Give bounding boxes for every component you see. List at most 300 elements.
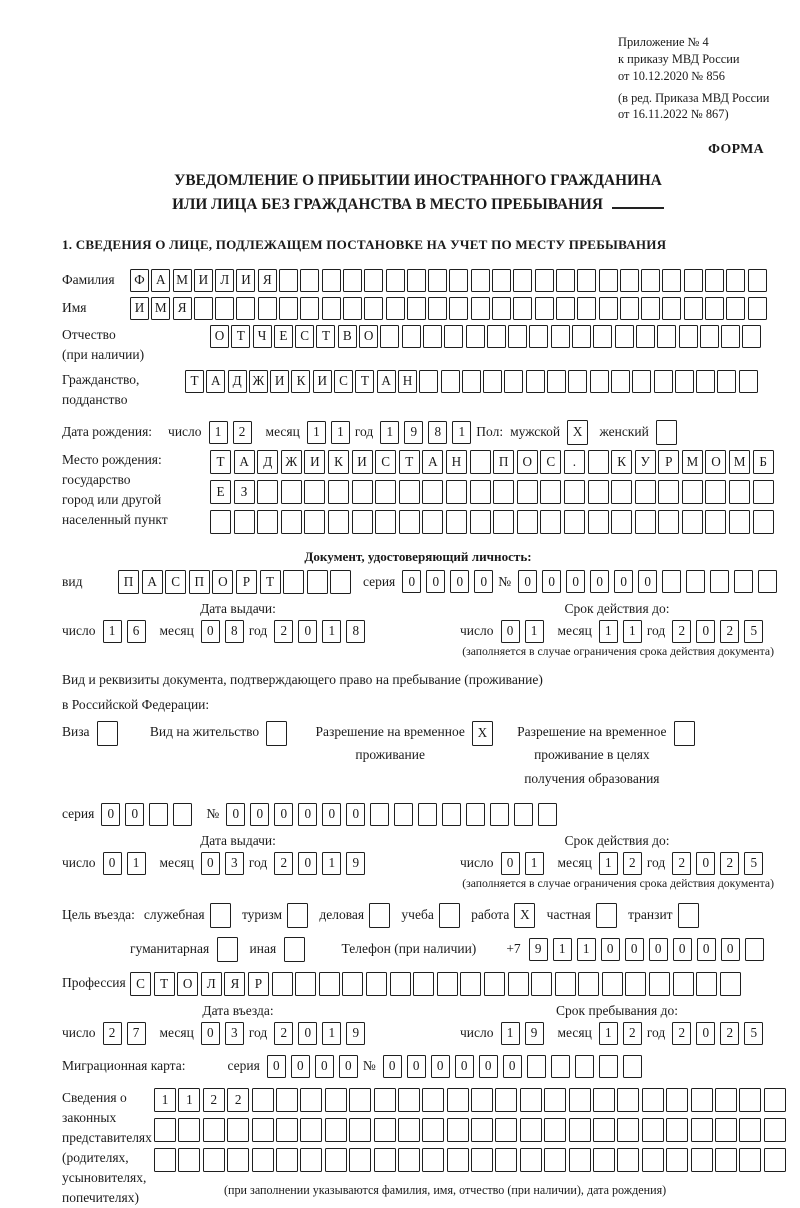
char-cell[interactable] [328,510,349,534]
char-cell[interactable] [753,510,774,534]
char-cell[interactable] [705,480,726,504]
char-cell[interactable] [279,269,298,292]
char-cell[interactable]: 2 [672,620,691,643]
char-cell[interactable] [328,480,349,504]
char-cell[interactable] [684,269,703,292]
char-cell[interactable]: 1 [154,1088,176,1112]
char-cell[interactable] [444,325,463,348]
char-cell[interactable]: 1 [322,852,341,875]
char-cell[interactable] [593,1118,615,1142]
char-cell[interactable] [466,325,485,348]
char-cell[interactable] [691,1088,713,1112]
char-cell[interactable] [210,903,231,928]
char-cell[interactable]: 0 [291,1055,310,1078]
char-cell[interactable] [342,972,363,996]
char-cell[interactable] [555,972,576,996]
char-cell[interactable] [374,1088,396,1112]
char-cell[interactable] [673,972,694,996]
char-cell[interactable] [300,1088,322,1112]
char-cell[interactable] [514,803,533,826]
char-cell[interactable]: 0 [274,803,293,826]
char-cell[interactable]: 0 [501,852,520,875]
char-cell[interactable] [419,370,438,393]
char-cell[interactable]: И [130,297,149,320]
char-cell[interactable] [276,1118,298,1142]
char-cell[interactable] [300,1118,322,1142]
char-cell[interactable] [300,297,319,320]
char-cell[interactable]: Т [210,450,231,474]
char-cell[interactable]: 9 [404,421,423,444]
char-cell[interactable]: С [375,450,396,474]
char-cell[interactable] [625,972,646,996]
char-cell[interactable] [490,803,509,826]
char-cell[interactable] [227,1148,249,1172]
char-cell[interactable] [658,510,679,534]
char-cell[interactable] [325,1148,347,1172]
char-cell[interactable]: 0 [298,620,317,643]
char-cell[interactable] [596,903,617,928]
char-cell[interactable] [203,1118,225,1142]
char-cell[interactable]: А [206,370,225,393]
char-cell[interactable]: И [352,450,373,474]
char-cell[interactable]: 0 [298,852,317,875]
char-cell[interactable] [739,1088,761,1112]
char-cell[interactable] [642,1118,664,1142]
char-cell[interactable] [717,370,736,393]
char-cell[interactable]: К [291,370,310,393]
char-cell[interactable] [398,1118,420,1142]
char-cell[interactable]: Р [658,450,679,474]
char-cell[interactable] [449,297,468,320]
char-cell[interactable] [422,480,443,504]
char-cell[interactable]: 0 [101,803,120,826]
char-cell[interactable] [390,972,411,996]
char-cell[interactable]: К [328,450,349,474]
char-cell[interactable]: 1 [623,620,642,643]
char-cell[interactable]: 0 [590,570,609,593]
char-cell[interactable]: 1 [599,1022,618,1045]
char-cell[interactable]: О [177,972,198,996]
char-cell[interactable]: 0 [267,1055,286,1078]
char-cell[interactable] [493,510,514,534]
char-cell[interactable]: 5 [744,852,763,875]
char-cell[interactable]: 8 [225,620,244,643]
char-cell[interactable] [97,721,118,746]
char-cell[interactable]: 2 [274,852,293,875]
char-cell[interactable]: 1 [599,620,618,643]
char-cell[interactable]: 2 [274,1022,293,1045]
char-cell[interactable]: С [165,570,186,594]
char-cell[interactable] [325,1118,347,1142]
char-cell[interactable] [517,510,538,534]
char-cell[interactable] [748,297,767,320]
char-cell[interactable] [413,972,434,996]
char-cell[interactable]: 1 [501,1022,520,1045]
char-cell[interactable] [422,1088,444,1112]
char-cell[interactable] [656,420,677,445]
char-cell[interactable]: 2 [720,852,739,875]
char-cell[interactable]: 0 [673,938,692,961]
char-cell[interactable] [575,1055,594,1078]
char-cell[interactable] [470,510,491,534]
char-cell[interactable] [535,269,554,292]
char-cell[interactable]: 2 [720,620,739,643]
char-cell[interactable] [437,972,458,996]
char-cell[interactable]: 0 [601,938,620,961]
char-cell[interactable] [322,297,341,320]
char-cell[interactable] [679,325,698,348]
char-cell[interactable] [748,269,767,292]
char-cell[interactable] [758,570,777,593]
char-cell[interactable] [710,570,729,593]
char-cell[interactable] [466,803,485,826]
char-cell[interactable] [227,1118,249,1142]
char-cell[interactable]: А [377,370,396,393]
char-cell[interactable] [418,803,437,826]
char-cell[interactable] [399,480,420,504]
char-cell[interactable] [307,570,328,594]
char-cell[interactable]: Р [236,570,257,594]
char-cell[interactable] [462,370,481,393]
char-cell[interactable]: 2 [623,1022,642,1045]
char-cell[interactable]: 1 [209,421,228,444]
char-cell[interactable] [535,297,554,320]
char-cell[interactable] [700,325,719,348]
char-cell[interactable] [564,480,585,504]
char-cell[interactable] [447,1118,469,1142]
char-cell[interactable] [544,1088,566,1112]
char-cell[interactable] [715,1148,737,1172]
char-cell[interactable]: 1 [322,620,341,643]
char-cell[interactable]: О [212,570,233,594]
char-cell[interactable]: X [514,903,535,928]
char-cell[interactable] [495,1118,517,1142]
char-cell[interactable] [705,510,726,534]
char-cell[interactable]: 0 [339,1055,358,1078]
char-cell[interactable]: И [194,269,213,292]
char-cell[interactable] [662,570,681,593]
char-cell[interactable]: Д [257,450,278,474]
char-cell[interactable]: 0 [250,803,269,826]
char-cell[interactable] [352,480,373,504]
char-cell[interactable] [520,1148,542,1172]
char-cell[interactable] [504,370,523,393]
char-cell[interactable]: 2 [203,1088,225,1112]
char-cell[interactable]: 2 [672,852,691,875]
char-cell[interactable] [470,450,491,474]
char-cell[interactable] [540,510,561,534]
char-cell[interactable] [446,480,467,504]
char-cell[interactable] [696,972,717,996]
char-cell[interactable]: Л [201,972,222,996]
char-cell[interactable]: З [234,480,255,504]
char-cell[interactable]: 1 [599,852,618,875]
char-cell[interactable]: 1 [331,421,350,444]
char-cell[interactable]: Т [399,450,420,474]
char-cell[interactable] [374,1118,396,1142]
char-cell[interactable]: 0 [383,1055,402,1078]
char-cell[interactable] [487,325,506,348]
char-cell[interactable] [366,972,387,996]
char-cell[interactable]: 0 [103,852,122,875]
char-cell[interactable] [715,1118,737,1142]
char-cell[interactable] [281,510,302,534]
char-cell[interactable] [441,370,460,393]
char-cell[interactable]: О [359,325,378,348]
char-cell[interactable] [483,370,502,393]
char-cell[interactable]: 1 [127,852,146,875]
char-cell[interactable] [682,510,703,534]
char-cell[interactable] [517,480,538,504]
char-cell[interactable]: 9 [346,1022,365,1045]
char-cell[interactable]: 0 [402,570,421,593]
char-cell[interactable]: 0 [298,803,317,826]
char-cell[interactable] [236,297,255,320]
char-cell[interactable]: 2 [103,1022,122,1045]
char-cell[interactable] [674,721,695,746]
char-cell[interactable]: Ч [253,325,272,348]
char-cell[interactable] [620,297,639,320]
char-cell[interactable] [484,972,505,996]
char-cell[interactable]: С [540,450,561,474]
char-cell[interactable] [374,1148,396,1172]
char-cell[interactable] [283,570,304,594]
char-cell[interactable]: 0 [474,570,493,593]
char-cell[interactable]: 1 [307,421,326,444]
char-cell[interactable] [635,480,656,504]
char-cell[interactable] [544,1148,566,1172]
char-cell[interactable] [252,1088,274,1112]
char-cell[interactable] [564,510,585,534]
char-cell[interactable] [203,1148,225,1172]
char-cell[interactable] [304,510,325,534]
char-cell[interactable] [611,370,630,393]
char-cell[interactable]: 2 [623,852,642,875]
char-cell[interactable] [540,480,561,504]
char-cell[interactable] [447,1148,469,1172]
char-cell[interactable] [210,510,231,534]
char-cell[interactable] [577,269,596,292]
char-cell[interactable]: 1 [525,620,544,643]
char-cell[interactable] [442,803,461,826]
char-cell[interactable] [428,297,447,320]
char-cell[interactable]: 8 [428,421,447,444]
char-cell[interactable]: X [567,420,588,445]
char-cell[interactable] [593,325,612,348]
char-cell[interactable]: 2 [720,1022,739,1045]
char-cell[interactable]: 0 [298,1022,317,1045]
char-cell[interactable] [304,480,325,504]
char-cell[interactable]: 0 [201,1022,220,1045]
char-cell[interactable]: И [236,269,255,292]
char-cell[interactable]: 0 [455,1055,474,1078]
char-cell[interactable] [279,297,298,320]
char-cell[interactable]: Я [173,297,192,320]
char-cell[interactable]: Д [228,370,247,393]
char-cell[interactable]: 0 [479,1055,498,1078]
char-cell[interactable] [764,1148,786,1172]
char-cell[interactable] [520,1088,542,1112]
char-cell[interactable]: Я [258,269,277,292]
char-cell[interactable] [508,325,527,348]
char-cell[interactable] [402,325,421,348]
char-cell[interactable] [588,450,609,474]
char-cell[interactable] [590,370,609,393]
char-cell[interactable] [654,370,673,393]
char-cell[interactable] [471,1088,493,1112]
char-cell[interactable] [739,370,758,393]
char-cell[interactable] [531,972,552,996]
char-cell[interactable] [678,903,699,928]
char-cell[interactable] [572,325,591,348]
char-cell[interactable] [691,1118,713,1142]
char-cell[interactable] [734,570,753,593]
char-cell[interactable]: 1 [452,421,471,444]
char-cell[interactable]: 0 [649,938,668,961]
char-cell[interactable]: 0 [450,570,469,593]
char-cell[interactable]: Н [446,450,467,474]
char-cell[interactable] [686,570,705,593]
char-cell[interactable]: 1 [525,852,544,875]
char-cell[interactable] [593,1148,615,1172]
char-cell[interactable] [471,1118,493,1142]
char-cell[interactable] [471,1148,493,1172]
char-cell[interactable] [194,297,213,320]
char-cell[interactable] [538,803,557,826]
char-cell[interactable] [449,269,468,292]
char-cell[interactable]: 0 [696,852,715,875]
char-cell[interactable] [526,370,545,393]
char-cell[interactable]: Ж [281,450,302,474]
char-cell[interactable]: X [472,721,493,746]
char-cell[interactable]: 2 [233,421,252,444]
char-cell[interactable] [300,1148,322,1172]
char-cell[interactable]: 0 [696,620,715,643]
char-cell[interactable] [447,1088,469,1112]
char-cell[interactable]: С [295,325,314,348]
char-cell[interactable] [493,480,514,504]
char-cell[interactable]: 0 [501,620,520,643]
char-cell[interactable] [611,510,632,534]
char-cell[interactable] [529,325,548,348]
char-cell[interactable]: 0 [503,1055,522,1078]
char-cell[interactable] [215,297,234,320]
char-cell[interactable] [471,297,490,320]
char-cell[interactable] [764,1088,786,1112]
char-cell[interactable] [658,480,679,504]
char-cell[interactable] [620,269,639,292]
char-cell[interactable] [527,1055,546,1078]
char-cell[interactable] [154,1118,176,1142]
char-cell[interactable]: . [564,450,585,474]
char-cell[interactable]: 1 [380,421,399,444]
char-cell[interactable] [495,1088,517,1112]
char-cell[interactable] [364,269,383,292]
char-cell[interactable] [726,297,745,320]
char-cell[interactable] [742,325,761,348]
char-cell[interactable] [266,721,287,746]
char-cell[interactable]: А [234,450,255,474]
char-cell[interactable] [349,1088,371,1112]
char-cell[interactable] [657,325,676,348]
char-cell[interactable]: 7 [127,1022,146,1045]
char-cell[interactable] [398,1148,420,1172]
char-cell[interactable]: Я [224,972,245,996]
char-cell[interactable] [696,370,715,393]
char-cell[interactable] [257,480,278,504]
char-cell[interactable] [632,370,651,393]
char-cell[interactable] [577,297,596,320]
char-cell[interactable] [380,325,399,348]
char-cell[interactable] [642,1148,664,1172]
char-cell[interactable]: С [130,972,151,996]
char-cell[interactable] [492,269,511,292]
char-cell[interactable] [508,972,529,996]
char-cell[interactable] [422,1148,444,1172]
char-cell[interactable] [721,325,740,348]
char-cell[interactable]: Т [260,570,281,594]
char-cell[interactable] [569,1088,591,1112]
char-cell[interactable]: Т [355,370,374,393]
char-cell[interactable]: 9 [346,852,365,875]
char-cell[interactable]: М [682,450,703,474]
char-cell[interactable] [642,1088,664,1112]
char-cell[interactable] [349,1148,371,1172]
char-cell[interactable]: С [334,370,353,393]
char-cell[interactable] [578,972,599,996]
char-cell[interactable]: Ж [249,370,268,393]
char-cell[interactable] [617,1118,639,1142]
char-cell[interactable]: У [635,450,656,474]
char-cell[interactable]: 6 [127,620,146,643]
char-cell[interactable] [276,1148,298,1172]
char-cell[interactable] [300,269,319,292]
char-cell[interactable] [217,937,238,962]
char-cell[interactable] [623,1055,642,1078]
char-cell[interactable] [569,1148,591,1172]
char-cell[interactable]: 0 [721,938,740,961]
char-cell[interactable]: 0 [346,803,365,826]
char-cell[interactable]: О [210,325,229,348]
char-cell[interactable]: 0 [315,1055,334,1078]
char-cell[interactable] [257,510,278,534]
char-cell[interactable]: П [118,570,139,594]
char-cell[interactable] [252,1118,274,1142]
char-cell[interactable]: О [517,450,538,474]
char-cell[interactable] [407,297,426,320]
char-cell[interactable]: К [611,450,632,474]
char-cell[interactable] [588,480,609,504]
char-cell[interactable] [675,370,694,393]
char-cell[interactable] [617,1148,639,1172]
char-cell[interactable] [234,510,255,534]
char-cell[interactable]: Н [398,370,417,393]
char-cell[interactable] [423,325,442,348]
char-cell[interactable]: В [338,325,357,348]
char-cell[interactable] [178,1148,200,1172]
char-cell[interactable] [729,510,750,534]
char-cell[interactable] [739,1148,761,1172]
char-cell[interactable]: 0 [226,803,245,826]
char-cell[interactable] [556,297,575,320]
char-cell[interactable] [343,269,362,292]
char-cell[interactable] [745,938,764,961]
char-cell[interactable] [611,480,632,504]
char-cell[interactable] [369,903,390,928]
char-cell[interactable]: 0 [625,938,644,961]
char-cell[interactable]: 3 [225,1022,244,1045]
char-cell[interactable] [551,1055,570,1078]
